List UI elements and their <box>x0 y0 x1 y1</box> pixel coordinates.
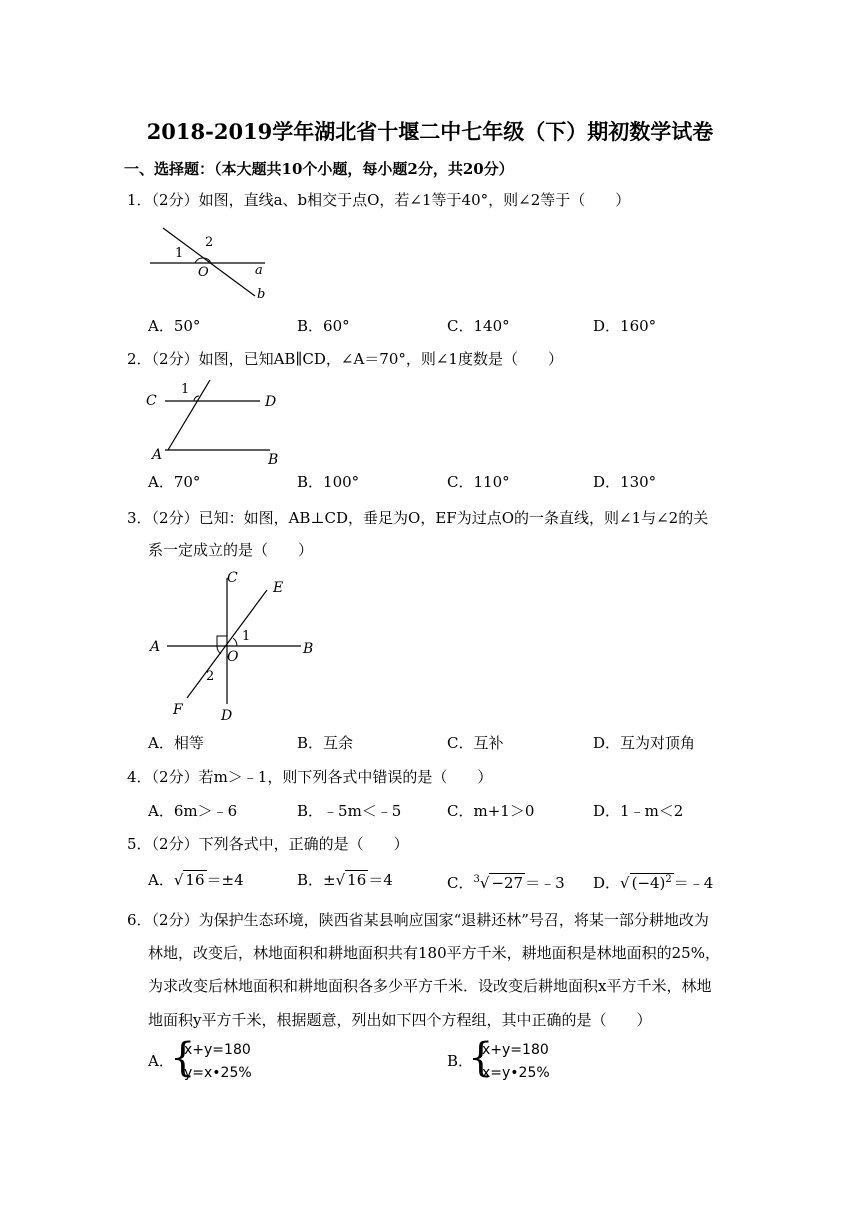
q5-d-rest: ＝﹣4 <box>673 874 714 892</box>
q1-option-a[interactable]: A．50° <box>148 317 201 335</box>
q5-a-radicand: 16 <box>185 871 205 889</box>
sqrt-sign: √ <box>335 871 346 889</box>
question-3-stem-line-2: 系一定成立的是（ ） <box>148 541 314 559</box>
question-2-stem: 2．（2分）如图，已知AB∥CD，∠A＝70°，则∠1度数是（ ） <box>127 350 563 368</box>
point-d-label: D <box>221 708 233 724</box>
angle-1-label: 1 <box>175 246 184 261</box>
point-a-label: A <box>150 639 161 655</box>
q2-option-c[interactable]: C．110° <box>447 473 510 491</box>
q6-option-a-eq2: y=x•25% <box>184 1065 252 1081</box>
sqrt-sign: √ <box>620 874 630 892</box>
q2-option-b[interactable]: B．100° <box>297 473 360 491</box>
point-d-label: D <box>265 394 277 410</box>
question-6-line-3: 为求改变后林地面积和耕地面积各多少平方千米．设改变后耕地面积x平方千米，林地 <box>148 977 712 995</box>
q6-option-a-label[interactable]: A． <box>148 1052 174 1070</box>
q5-a-prefix: A． <box>148 871 174 889</box>
q4-option-c[interactable]: C．m+1＞0 <box>447 802 535 820</box>
angle-1-label: 1 <box>181 382 190 397</box>
question-1-stem: 1．（2分）如图，直线a、b相交于点O，若∠1等于40°，则∠2等于（ ） <box>127 191 631 209</box>
q5-b-radicand: 16 <box>347 871 367 889</box>
q4-option-a[interactable]: A．6m＞﹣6 <box>148 802 238 820</box>
q4-option-d[interactable]: D．1﹣m＜2 <box>593 802 684 820</box>
point-b-label: B <box>303 641 314 657</box>
q5-b-prefix: B．± <box>297 871 336 889</box>
q5-option-d[interactable] <box>593 870 713 893</box>
q6-option-b-label[interactable]: B． <box>447 1052 474 1070</box>
q5-d-radicand-group <box>630 873 674 892</box>
question-3-figure <box>145 566 325 726</box>
point-c-label: C <box>227 570 238 586</box>
brace-icon: { <box>170 1035 196 1081</box>
q1-option-d[interactable]: D．160° <box>593 317 657 335</box>
q5-option-b[interactable] <box>297 870 393 890</box>
page-title: 2018-2019学年湖北省十堰二中七年级（下）期初数学试卷 <box>146 119 714 144</box>
q6-option-b-eq1: x+y=180 <box>482 1042 549 1058</box>
question-6-line-4: 地面积y平方千米，根据题意，列出如下四个方程组，其中正确的是（ ） <box>148 1011 652 1029</box>
q1-option-b[interactable]: B．60° <box>297 317 350 335</box>
q6-option-b-eq2: x=y•25% <box>482 1065 550 1081</box>
line-a-label: a <box>255 263 263 278</box>
q5-option-c[interactable] <box>447 870 565 893</box>
angle-1-label: 1 <box>242 629 251 644</box>
q5-option-a[interactable] <box>148 870 244 890</box>
q3-option-d[interactable]: D．互为对顶角 <box>593 734 696 752</box>
q5-c-index: 3 <box>473 874 480 885</box>
q5-c-radicand: −27 <box>491 874 524 892</box>
point-a-label: A <box>152 447 163 463</box>
line-b-label: b <box>257 287 266 302</box>
point-o-label: O <box>227 649 239 665</box>
q3-option-a[interactable]: A．相等 <box>148 734 204 752</box>
sqrt-sign: √ <box>173 871 184 889</box>
question-2-figure <box>140 373 300 469</box>
q2-option-d[interactable]: D．130° <box>593 473 657 491</box>
question-3-stem-line-1: 3．（2分）已知：如图，AB⊥CD，垂足为O，EF为过点O的一条直线，则∠1与∠2的关 <box>127 509 709 527</box>
section-heading: 一、选择题：（本大题共10个小题，每小题2分，共20分） <box>124 160 514 178</box>
question-6-line-2: 林地，改变后，林地面积和耕地面积共有180平方千米，耕地面积是林地面积的25%， <box>148 944 720 962</box>
q3-option-b[interactable]: B．互余 <box>297 734 354 752</box>
sqrt-sign: √ <box>479 874 490 892</box>
q5-c-prefix: C． <box>447 874 474 892</box>
question-6-line-1: 6．（2分）为保护生态环境，陕西省某县响应国家“退耕还林”号召，将某一部分耕地改为 <box>127 911 709 929</box>
q6-option-a-eq1: x+y=180 <box>184 1042 251 1058</box>
q5-c-rest: ＝﹣3 <box>525 874 565 892</box>
angle-2-label: 2 <box>205 235 214 250</box>
point-o-label: O <box>198 265 209 280</box>
q1-option-c[interactable]: C．140° <box>447 317 510 335</box>
q5-a-rest: ＝±4 <box>206 871 244 889</box>
point-c-label: C <box>146 393 157 409</box>
point-f-label: F <box>173 702 183 718</box>
q2-option-a[interactable]: A．70° <box>148 473 201 491</box>
q5-d-exp: 2 <box>665 874 672 885</box>
brace-icon: { <box>468 1035 494 1081</box>
angle-2-label: 2 <box>206 669 215 684</box>
point-e-label: E <box>273 580 284 596</box>
question-1-figure <box>145 214 275 310</box>
q4-option-b[interactable]: B．﹣5m＜﹣5 <box>297 802 402 820</box>
q5-d-radicand: (−4) <box>631 874 666 892</box>
q3-option-c[interactable]: C．互补 <box>447 734 504 752</box>
point-b-label: B <box>268 452 279 468</box>
q5-d-prefix: D． <box>593 874 621 892</box>
question-5-stem: 5．（2分）下列各式中，正确的是（ ） <box>127 835 409 853</box>
question-4-stem: 4．（2分）若m＞﹣1，则下列各式中错误的是（ ） <box>127 768 493 786</box>
q5-b-rest: ＝4 <box>368 871 393 889</box>
